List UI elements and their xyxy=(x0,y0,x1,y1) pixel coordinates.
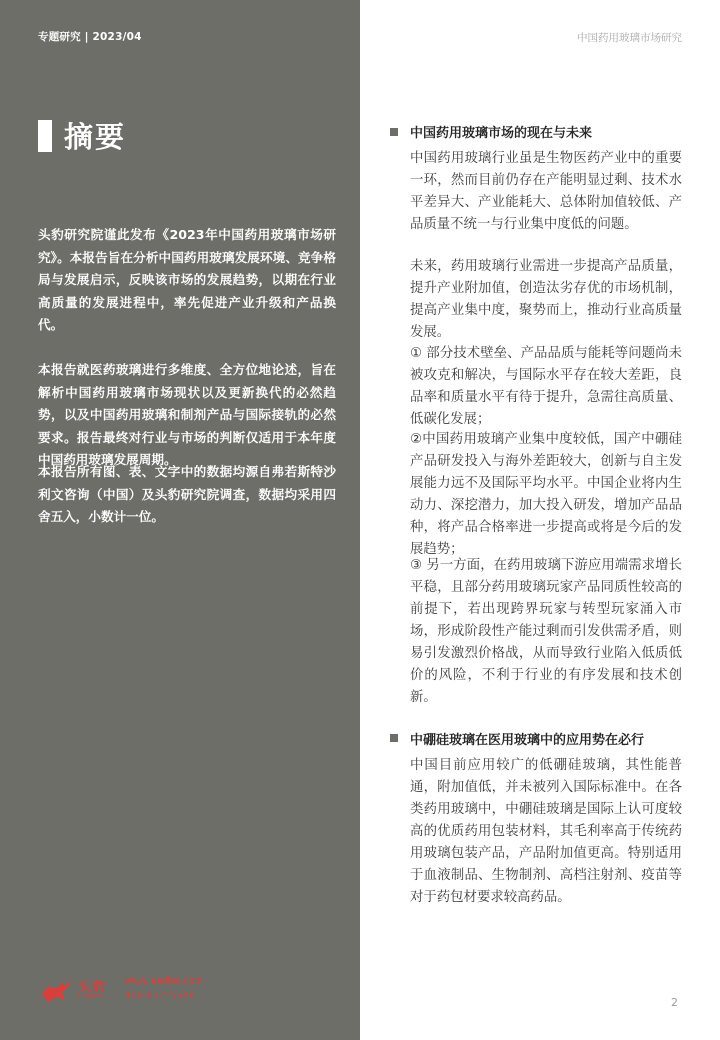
logo-brand: 头豹 xyxy=(78,980,107,995)
section-paragraph: 中国目前应用较广的低硼硅玻璃，其性能普通，附加值低，并未被列入国际标准中。在各类药用玻璃中，中硼硅玻璃是国际上认可度较高的优质药用包装材料，其毛利率高于传统药用玻璃包装产品，产品附加值更高。特别适用于血液制品、生物制剂、高档注射剂、疫苗等对于药包材要求较高药品。 xyxy=(410,758,682,905)
section-paragraph: ②中国药用玻璃产业集中度较低，国产中硼硅产品研发投入与海外差距较大，创新与自主发展能力远不及国际平均水平。中国企业将内生动力、深挖潜力，加大投入研发，增加产品品种，将产品合格率进一步提高或将是今后的发展趋势； xyxy=(410,432,682,557)
section-title: 中国药用玻璃市场的现在与未来 xyxy=(410,126,593,141)
logo-tagline: LEADLEO xyxy=(78,994,102,1000)
logo-phone: 400-072-5588 xyxy=(124,990,195,1001)
report-type-date: 专题研究 | 2023/04 xyxy=(38,31,142,43)
section-bullet-icon xyxy=(390,734,398,742)
abstract-paragraph: 本报告就医药玻璃进行多维度、全方位地论述，旨在解析中国药用玻璃市场现状以及更新换代的必然趋势，以及中国药用玻璃和制剂产品与国际接轨的必然要求。报告最终对行业与市场的判断仅适用于本年度中国药用玻璃发展周期。 xyxy=(38,362,336,467)
section-paragraph: ① 部分技术壁垒、产品品质与能耗等问题尚未被攻克和解决，与国际水平存在较大差距，良品率和质量水平有待于提升，急需往高质量、低碳化发展； xyxy=(410,346,682,427)
logo-website: www.leadleo.com xyxy=(124,976,203,986)
title-accent-bar xyxy=(38,120,52,152)
report-title-header: 中国药用玻璃市场研究 xyxy=(577,32,682,44)
leopard-logo-icon xyxy=(38,974,72,1004)
section-paragraph: 未来，药用玻璃行业需进一步提高产品质量，提升产业附加值，创造汰劣存优的市场机制，提高产业集中度，聚势而上，推动行业高质量发展。 xyxy=(410,259,682,340)
section-title: 中硼硅玻璃在医用玻璃中的应用势在必行 xyxy=(410,733,645,748)
abstract-paragraph: 头豹研究院谨此发布《2023年中国药用玻璃市场研究》。本报告旨在分析中国药用玻璃发展环境、竞争格局与发展启示，反映该市场的发展趋势，以期在行业高质量的发展进程中，率先促进产业升级和产品换代。 xyxy=(38,227,336,332)
section-paragraph: ③ 另一方面，在药用玻璃下游应用端需求增长平稳，且部分药用玻璃玩家产品同质性较高的前提下，若出现跨界玩家与转型玩家涌入市场，形成阶段性产能过剩而引发供需矛盾，则易引发激烈价格战，从而导致行业陷入低质低价的风险，不利于行业的有序发展和技术创新。 xyxy=(410,558,682,705)
leadleo-logo xyxy=(38,972,218,1008)
abstract-title: 摘要 xyxy=(64,120,127,154)
page-number: 2 xyxy=(671,996,678,1009)
abstract-paragraph: 本报告所有图、表、文字中的数据均源自弗若斯特沙利文咨询（中国）及头豹研究院调查，数据均采用四舍五入，小数计一位。 xyxy=(38,464,336,524)
section-bullet-icon xyxy=(390,128,398,136)
section-paragraph: 中国药用玻璃行业虽是生物医药产业中的重要一环，然而目前仍存在产能明显过剩、技术水平差异大、产业能耗大、总体附加值较低、产品质量不统一与行业集中度低的问题。 xyxy=(410,151,682,232)
